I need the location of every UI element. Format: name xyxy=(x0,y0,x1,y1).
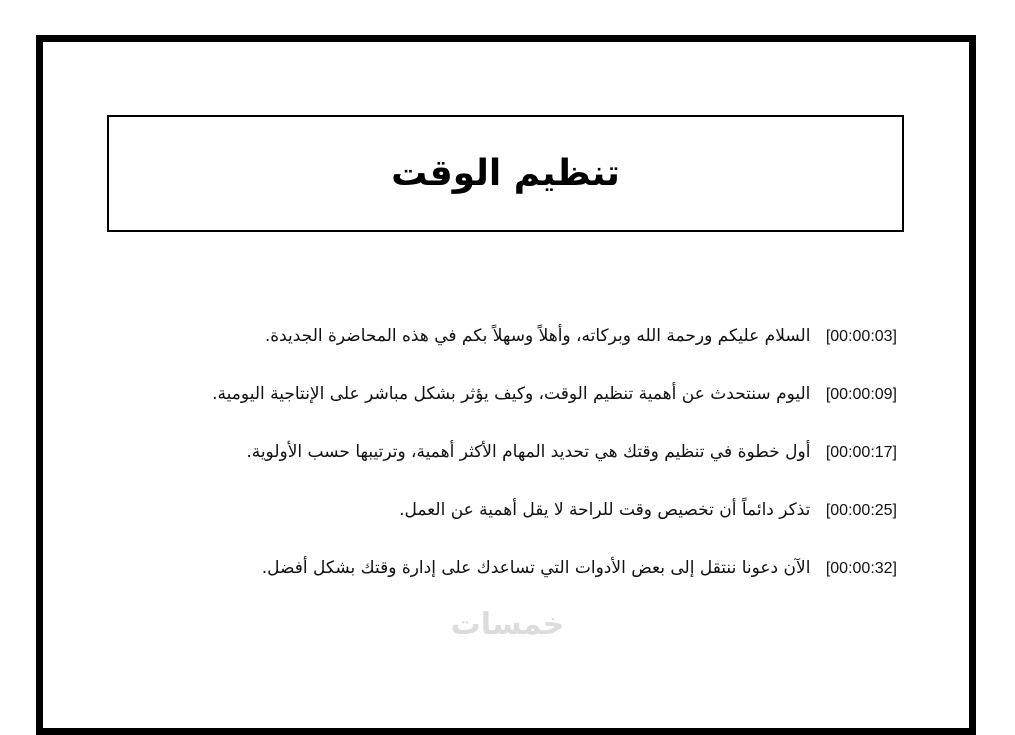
subtitle-text: اليوم سنتحدث عن أهمية تنظيم الوقت، وكيف يؤثر بشكل مباشر على الإنتاجية اليومية. xyxy=(212,384,811,404)
subtitle-line xyxy=(77,322,897,351)
timestamp: [00:00:32] xyxy=(825,560,897,577)
subtitle-text: أول خطوة في تنظيم وقتك هي تحديد المهام الأكثر أهمية، وترتيبها حسب الأولوية. xyxy=(246,442,811,462)
subtitle-line xyxy=(77,380,897,409)
subtitle-list xyxy=(77,322,897,612)
subtitle-line xyxy=(77,554,897,583)
subtitle-line xyxy=(77,438,897,467)
title-box xyxy=(107,115,904,232)
timestamp: [00:00:09] xyxy=(825,386,897,403)
page-title: تنظيم الوقت xyxy=(391,153,620,194)
subtitle-text: الآن دعونا ننتقل إلى بعض الأدوات التي تساعدك على إدارة وقتك بشكل أفضل. xyxy=(261,558,811,578)
watermark-logo: خمسات xyxy=(450,607,565,642)
timestamp: [00:00:17] xyxy=(825,444,897,461)
subtitle-text: السلام عليكم ورحمة الله وبركاته، وأهلاً وسهلاً بكم في هذه المحاضرة الجديدة. xyxy=(264,326,811,346)
subtitle-line xyxy=(77,496,897,525)
timestamp: [00:00:25] xyxy=(825,502,897,519)
timestamp: [00:00:03] xyxy=(825,328,897,345)
subtitle-text: تذكر دائماً أن تخصيص وقت للراحة لا يقل أهمية عن العمل. xyxy=(399,500,811,520)
